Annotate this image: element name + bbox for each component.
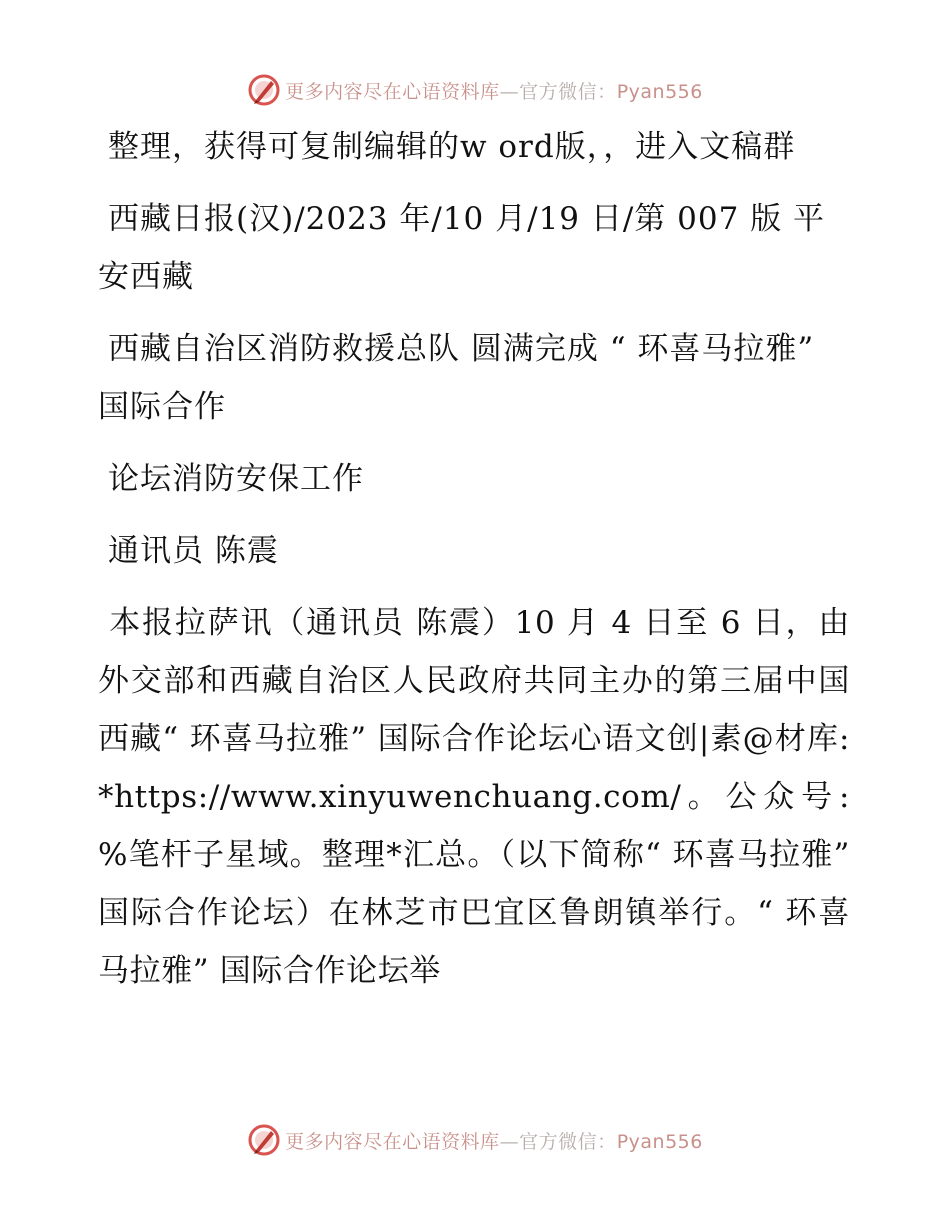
watermark-site: 更多内容尽在心语资料库 xyxy=(285,1130,500,1153)
publication-source: 西藏日报(汉)/2023 年/10 月/19 日/第 007 版 平安西藏 xyxy=(98,201,826,295)
header-watermark xyxy=(0,70,950,110)
intro-note: 整理，获得可复制编辑的w ord版，，进入文稿群 xyxy=(108,129,796,165)
pen-logo-icon xyxy=(247,1123,281,1157)
watermark-wechat-label: 官方微信： xyxy=(519,80,617,103)
watermark-wechat-id: Pyan556 xyxy=(616,1130,703,1153)
watermark-wechat-id: Pyan556 xyxy=(616,80,703,103)
watermark-wechat-label: 官方微信： xyxy=(519,1130,617,1153)
watermark-site: 更多内容尽在心语资料库 xyxy=(285,80,500,103)
pen-logo-icon xyxy=(247,73,281,107)
watermark-separator: — xyxy=(499,80,520,103)
article-paragraph: 本报拉萨讯（通讯员 陈震）10 月 4 日至 6 日，由外交部和西藏自治区人民政府共同主办的第三届中国西藏“ 环喜马拉雅” 国际合作论坛心语文创|素@材库: *https://www.xinyuwenchuang.com/。公众号: %笔杆子星域。整理*汇总。（以下简称“ 环喜马拉雅” 国际合作论坛）在林芝市巴宜区鲁朗镇举行。“ 环喜马拉雅” 国际合作论坛举 xyxy=(98,605,850,989)
document-body xyxy=(98,118,850,1014)
article-byline: 通讯员 陈震 xyxy=(108,533,279,569)
footer-watermark xyxy=(0,1120,950,1160)
watermark-separator: — xyxy=(499,1130,520,1153)
article-title: 西藏自治区消防救援总队 圆满完成 “ 环喜马拉雅” 国际合作 xyxy=(98,331,815,425)
article-title-cont: 论坛消防安保工作 xyxy=(108,461,364,497)
watermark-text xyxy=(285,77,703,104)
watermark-text xyxy=(285,1127,703,1154)
